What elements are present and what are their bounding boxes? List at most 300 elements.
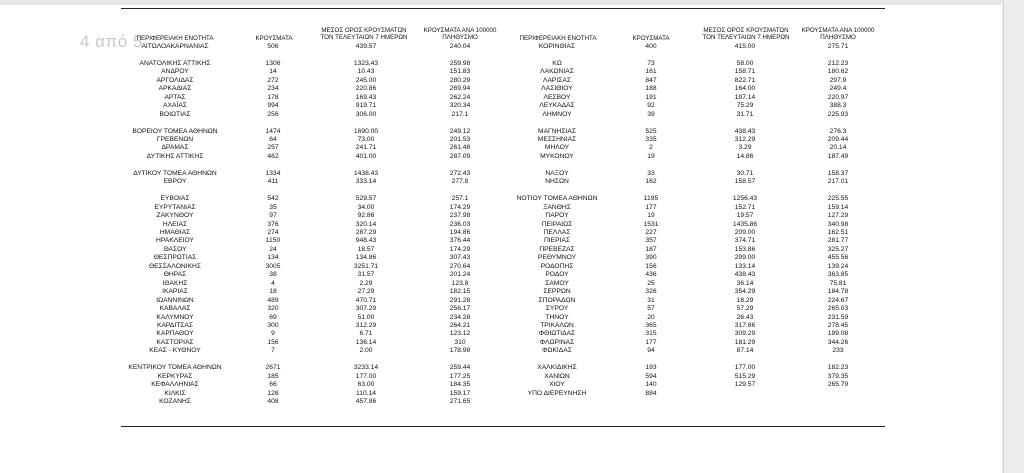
left-avg7-cell: 136.14: [355, 338, 377, 346]
left-cases-cell: 1306: [265, 59, 281, 67]
right-avg7-cell: 438.43: [734, 271, 756, 279]
left-cases-cell: 156: [267, 338, 279, 346]
left-cases-cell: 7: [271, 347, 275, 355]
right-cases-cell: 847: [645, 76, 657, 84]
left-per100k-cell: 291.28: [449, 296, 471, 304]
right-cases-cell: 2: [649, 144, 653, 152]
left-avg7-cell: 73.00: [357, 136, 375, 143]
left-per100k-cell: 259.98: [449, 59, 471, 67]
right-avg7-cell: 415.00: [734, 43, 756, 50]
right-cases-cell: 193: [645, 364, 657, 372]
right-avg7-cell: 181.29: [734, 338, 756, 346]
left-cases-cell: 408: [267, 398, 279, 406]
left-region-cell: ΘΕΣΠΡΩΤΙΑΣ: [153, 254, 197, 262]
left-cases-cell: 185: [267, 372, 279, 380]
left-avg7-cell: 10.43: [357, 68, 375, 76]
right-cases-cell: 1531: [643, 220, 659, 228]
left-cases-cell: 4: [271, 279, 275, 287]
viewer-top-strip: [0, 0, 1024, 5]
right-avg7-cell: 19.57: [736, 212, 754, 220]
left-cases-cell: 14: [269, 68, 277, 76]
left-avg7-cell: 27.29: [357, 288, 375, 296]
left-region-cell: ΚΑΣΤΟΡΙΑΣ: [156, 338, 194, 346]
right-cases-cell: 31: [647, 296, 655, 304]
right-per100k-cell: 363.85: [827, 271, 849, 279]
left-avg7-cell: 34.00: [357, 203, 375, 211]
right-per100k-cell: 379.35: [827, 372, 849, 380]
left-cases-cell: 2671: [265, 364, 281, 372]
left-region-cell: ΘΑΣΟΥ: [163, 245, 187, 253]
right-avg7-cell: 3.29: [738, 144, 752, 152]
left-per100k-cell: 177.25: [449, 372, 471, 380]
right-avg7-cell: 197.14: [734, 93, 756, 101]
right-cases-cell: 25: [647, 279, 655, 287]
left-per100k-cell: 234.28: [449, 313, 471, 321]
left-per100k-cell: 123.8: [451, 279, 469, 287]
left-cases-cell: 97: [269, 212, 277, 220]
right-region-cell: ΦΛΩΡΙΝΑΣ: [539, 338, 575, 346]
right-cases-cell: 326: [645, 288, 657, 296]
left-cases-cell: 9: [271, 330, 275, 338]
right-per100k-cell: 278.45: [827, 322, 849, 329]
left-avg7-cell: 470.71: [355, 296, 377, 304]
left-region-cell: ΔΡΑΜΑΣ: [161, 144, 189, 152]
right-per100k-cell: 265.79: [827, 381, 849, 389]
right-region-cell: ΠΕΛΛΑΣ: [543, 229, 571, 236]
left-region-cell: ΔΥΤΙΚΟΥ ΤΟΜΕΑ ΑΘΗΝΩΝ: [133, 169, 217, 177]
right-region-cell: ΦΩΚΙΔΑΣ: [542, 347, 572, 355]
right-per100k-cell: 158.37: [827, 169, 849, 177]
left-cases-cell: 256: [267, 110, 279, 118]
left-per100k-cell: 259.44: [449, 364, 471, 372]
right-region-cell: ΧΑΝΙΩΝ: [544, 372, 570, 380]
left-region-cell: ΒΟΙΩΤΙΑΣ: [159, 110, 191, 118]
right-per100k-cell: 180.62: [827, 68, 849, 76]
left-avg7-cell: 439.57: [355, 43, 377, 50]
right-region-cell: ΞΑΝΘΗΣ: [543, 203, 571, 211]
left-region-cell: ΚΑΒΑΛΑΣ: [159, 305, 191, 313]
right-avg7-cell: 354.29: [734, 288, 756, 296]
left-per100k-cell: 310: [454, 338, 466, 346]
left-avg7-cell: 948.43: [355, 237, 377, 245]
left-avg7-cell: 177.00: [355, 372, 377, 380]
right-region-cell: ΜΥΚΟΝΟΥ: [540, 152, 574, 160]
left-region-cell: ΚΑΡΔΙΤΣΑΣ: [156, 322, 194, 329]
left-per100k-cell: 376.44: [449, 237, 471, 245]
left-per100k-cell: 320.34: [449, 102, 471, 110]
page-indicator: 4 από 5: [80, 32, 143, 51]
left-avg7-cell: 333.14: [355, 178, 377, 186]
right-cases-cell: 19: [647, 152, 655, 160]
right-per100k-cell: 281.77: [827, 237, 849, 245]
right-region-cell: ΣΥΡΟΥ: [545, 305, 569, 313]
left-cases-cell: 542: [267, 195, 279, 203]
left-avg7-cell: 457.86: [355, 398, 377, 406]
right-avg7-cell: 158.57: [734, 178, 756, 186]
left-avg7-cell: 306.00: [355, 110, 377, 118]
left-region-cell: ΑΙΤΩΛΟΑΚΑΡΝΑΝΙΑΣ: [141, 43, 209, 50]
left-avg7-cell: 919.71: [355, 102, 377, 110]
right-region-cell: ΜΕΣΣΗΝΙΑΣ: [537, 136, 577, 143]
left-per100k-cell: 159.17: [449, 389, 471, 397]
left-cases-cell: 128: [267, 389, 279, 397]
left-avg7-cell: 312.29: [355, 322, 377, 329]
left-cases-cell: 506: [267, 43, 279, 50]
right-per100k-cell: 139.24: [827, 262, 849, 270]
right-region-cell: ΡΟΔΟΠΗΣ: [540, 262, 574, 270]
left-avg7-cell: 18.57: [357, 245, 375, 253]
left-cases-cell: 69: [269, 313, 277, 321]
left-cases-cell: 411: [267, 178, 279, 186]
left-avg7-cell: 529.57: [355, 195, 377, 203]
right-cases-cell: 390: [645, 254, 657, 262]
right-avg7-cell: 152.71: [734, 203, 756, 211]
right-per100k-cell: 276.3: [829, 127, 847, 135]
header-per100k-left: ΚΡΟΥΣΜΑΤΑ ΑΝΑ 100000 ΠΛΗΘΥΣΜΟ: [423, 27, 497, 42]
left-avg7-cell: 2.00: [359, 347, 373, 355]
left-avg7-cell: 3251.71: [353, 262, 379, 270]
right-avg7-cell: 309.29: [734, 330, 756, 338]
right-avg7-cell: 58.00: [736, 59, 754, 67]
left-region-cell: ΕΥΡΥΤΑΝΙΑΣ: [154, 203, 196, 211]
left-avg7-cell: 2.29: [359, 279, 373, 287]
left-cases-cell: 994: [267, 102, 279, 110]
right-per100k-cell: 297.9: [829, 76, 847, 84]
right-cases-cell: 365: [645, 322, 657, 329]
left-cases-cell: 376: [267, 220, 279, 228]
left-per100k-cell: 277.8: [451, 178, 469, 186]
left-cases-cell: 462: [267, 152, 279, 160]
right-region-cell: ΥΠΟ ΔΙΕΡΕΥΝΗΣΗ: [527, 389, 587, 397]
left-region-cell: ΑΝΔΡΟΥ: [161, 68, 189, 76]
left-region-cell: ΚΑΛΥΜΝΟΥ: [156, 313, 194, 321]
right-per100k-cell: 220.97: [827, 93, 849, 101]
left-cases-cell: 1474: [265, 127, 281, 135]
right-avg7-cell: 438.43: [734, 127, 756, 135]
right-avg7-cell: 26.43: [736, 313, 754, 321]
right-cases-cell: 92: [647, 102, 655, 110]
left-avg7-cell: 220.86: [355, 85, 377, 93]
left-per100k-cell: 287.09: [449, 152, 471, 160]
right-per100k-cell: 75.81: [829, 279, 847, 287]
left-avg7-cell: 245.00: [355, 76, 377, 84]
right-region-cell: ΠΑΡΟΥ: [545, 212, 569, 220]
right-region-cell: ΛΑΚΩΝΙΑΣ: [540, 68, 574, 76]
header-region-right: ΠΕΡΙΦΕΡΕΙΑΚΗ ΕΝΟΤΗΤΑ: [519, 35, 597, 42]
left-per100k-cell: 269.94: [449, 85, 471, 93]
left-region-cell: ΑΡΚΑΔΙΑΣ: [158, 85, 192, 93]
left-per100k-cell: 201.24: [449, 271, 471, 279]
right-region-cell: ΤΡΙΚΑΛΩΝ: [540, 322, 574, 329]
table-top-rule: [121, 8, 885, 9]
right-avg7-cell: 299.00: [734, 254, 756, 262]
left-per100k-cell: 270.64: [449, 262, 471, 270]
right-cases-cell: 1195: [643, 195, 659, 203]
left-region-cell: ΑΧΑΪΑΣ: [163, 102, 187, 110]
left-per100k-cell: 174.29: [449, 245, 471, 253]
left-region-cell: ΚΑΡΠΑΘΟΥ: [156, 330, 194, 338]
right-avg7-cell: 153.86: [734, 245, 756, 253]
right-cases-cell: 57: [647, 305, 655, 313]
left-avg7-cell: 287.29: [355, 229, 377, 236]
left-region-cell: ΙΩΑΝΝΙΝΩΝ: [156, 296, 194, 304]
left-per100k-cell: 182.15: [449, 288, 471, 296]
left-per100k-cell: 257.1: [451, 195, 469, 203]
header-per100k-right: ΚΡΟΥΣΜΑΤΑ ΑΝΑ 100000 ΠΛΗΘΥΣΜΟ: [801, 27, 875, 42]
left-avg7-cell: 134.86: [355, 254, 377, 262]
right-region-cell: ΧΑΛΚΙΔΙΚΗΣ: [537, 364, 577, 372]
right-per100k-cell: 184.78: [827, 288, 849, 296]
right-per100k-cell: 265.03: [827, 305, 849, 313]
right-region-cell: ΠΕΙΡΑΙΩΣ: [541, 220, 573, 228]
right-per100k-cell: 325.27: [827, 245, 849, 253]
right-cases-cell: 33: [647, 169, 655, 177]
right-region-cell: ΠΡΕΒΕΖΑΣ: [539, 245, 575, 253]
left-avg7-cell: 110.14: [356, 389, 376, 397]
right-per100k-cell: 340.98: [827, 220, 849, 228]
right-region-cell: ΚΟΡΙΝΘΙΑΣ: [538, 43, 576, 50]
right-per100k-cell: 388.3: [829, 102, 847, 110]
right-per100k-cell: 162.51: [827, 229, 849, 236]
left-region-cell: ΚΕΝΤΡΙΚΟΥ ΤΟΜΕΑ ΑΘΗΝΩΝ: [128, 364, 222, 372]
right-per100k-cell: 159.14: [827, 203, 849, 211]
left-per100k-cell: 123.12: [449, 330, 471, 338]
right-region-cell: ΠΙΕΡΙΑΣ: [543, 237, 571, 245]
right-region-cell: ΡΕΘΥΜΝΟΥ: [537, 254, 577, 262]
left-cases-cell: 257: [267, 144, 279, 152]
left-per100k-cell: 184.35: [449, 381, 471, 389]
left-avg7-cell: 401.00: [355, 152, 377, 160]
right-cases-cell: 436: [645, 271, 657, 279]
left-region-cell: ΔΥΤΙΚΗΣ ΑΤΤΙΚΗΣ: [146, 152, 204, 160]
right-region-cell: ΝΑΞΟΥ: [545, 169, 569, 177]
left-per100k-cell: 237.98: [449, 212, 471, 220]
right-per100k-cell: 249.4: [829, 85, 847, 93]
left-avg7-cell: 92.86: [357, 212, 375, 220]
right-avg7-cell: 57.29: [736, 305, 754, 313]
right-avg7-cell: 177.00: [734, 364, 756, 372]
right-cases-cell: 19: [647, 212, 655, 220]
header-avg7-right: ΜΕΣΟΣ ΟΡΟΣ ΚΡΟΥΣΜΑΤΩΝ ΤΟΝ ΤΕΛΕΥΤΑΙΩΝ 7 ΗΜΕΡΩΝ: [702, 27, 790, 42]
left-cases-cell: 274: [267, 229, 279, 236]
left-region-cell: ΘΕΣΣΑΛΟΝΙΚΗΣ: [148, 262, 202, 270]
left-region-cell: ΒΟΡΕΙΟΥ ΤΟΜΕΑ ΑΘΗΝΩΝ: [132, 127, 218, 135]
left-cases-cell: 38: [269, 271, 277, 279]
right-avg7-cell: 36.14: [736, 279, 754, 287]
right-cases-cell: 594: [645, 372, 657, 380]
left-avg7-cell: 1690.00: [353, 127, 379, 135]
left-cases-cell: 234: [267, 85, 279, 93]
left-region-cell: ΘΗΡΑΣ: [163, 271, 187, 279]
viewer-edge-line: [1003, 0, 1004, 473]
left-avg7-cell: 63.00: [357, 381, 375, 389]
left-per100k-cell: 236.03: [449, 220, 471, 228]
right-avg7-cell: 129.57: [734, 381, 756, 389]
left-per100k-cell: 249.12: [449, 127, 471, 135]
right-cases-cell: 177: [645, 338, 657, 346]
right-region-cell: ΜΗΛΟΥ: [544, 144, 570, 152]
right-per100k-cell: 225.93: [827, 110, 849, 118]
left-region-cell: ΗΛΕΙΑΣ: [162, 220, 188, 228]
left-region-cell: ΓΡΕΒΕΝΩΝ: [156, 136, 194, 143]
left-cases-cell: 35: [269, 203, 277, 211]
right-cases-cell: 156: [645, 262, 657, 270]
left-cases-cell: 300: [267, 322, 279, 329]
header-cases-right: ΚΡΟΥΣΜΑΤΑ: [632, 35, 670, 42]
right-cases-cell: 161: [645, 68, 657, 76]
right-avg7-cell: 312.29: [734, 136, 756, 143]
right-avg7-cell: 133.14: [734, 262, 756, 270]
right-per100k-cell: 455.56: [827, 254, 849, 262]
left-region-cell: ΑΡΤΑΣ: [164, 93, 186, 101]
right-per100k-cell: 275.71: [827, 43, 849, 50]
left-cases-cell: 3005: [265, 262, 281, 270]
right-per100k-cell: 20.14: [829, 144, 847, 152]
right-avg7-cell: 18.29: [736, 296, 754, 304]
right-avg7-cell: 75.29: [736, 102, 754, 110]
header-region-left: ΠΕΡΙΦΕΡΕΙΑΚΗ ΕΝΟΤΗΤΑ: [136, 35, 214, 42]
right-region-cell: ΣΑΜΟΥ: [545, 279, 569, 287]
right-cases-cell: 884: [645, 389, 657, 397]
right-avg7-cell: 87.14: [736, 347, 754, 355]
left-per100k-cell: 264.21: [449, 322, 471, 329]
left-per100k-cell: 256.17: [449, 305, 471, 313]
left-region-cell: ΚΕΑΣ - ΚΥΘΝΟΥ: [149, 347, 201, 355]
right-region-cell: ΛΑΡΙΣΑΣ: [543, 76, 571, 84]
left-cases-cell: 1150: [265, 237, 281, 245]
right-cases-cell: 227: [645, 229, 657, 236]
right-region-cell: ΝΟΤΙΟΥ ΤΟΜΕΑ ΑΘΗΝΩΝ: [516, 195, 598, 203]
header-avg7-left: ΜΕΣΟΣ ΟΡΟΣ ΚΡΟΥΣΜΑΤΩΝ ΤΟΝ ΤΕΛΕΥΤΑΙΩΝ 7 ΗΜΕΡΩΝ: [320, 27, 408, 42]
header-cases-left: ΚΡΟΥΣΜΑΤΑ: [255, 35, 293, 42]
left-avg7-cell: 1323.43: [353, 59, 379, 67]
right-avg7-cell: 30.71: [736, 169, 754, 177]
table-bottom-rule: [121, 426, 885, 427]
right-region-cell: ΦΘΙΩΤΙΔΑΣ: [538, 330, 576, 338]
right-avg7-cell: 209.00: [734, 229, 756, 236]
right-cases-cell: 94: [647, 347, 655, 355]
right-cases-cell: 188: [645, 85, 657, 93]
left-cases-cell: 489: [267, 296, 279, 304]
right-region-cell: ΛΑΣΙΘΙΟΥ: [541, 85, 573, 93]
left-region-cell: ΚΕΡΚΥΡΑΣ: [157, 372, 193, 380]
right-avg7-cell: 822.71: [734, 76, 756, 84]
right-region-cell: ΣΕΡΡΩΝ: [543, 288, 571, 296]
right-cases-cell: 400: [645, 43, 657, 50]
right-region-cell: ΡΟΔΟΥ: [545, 271, 569, 279]
left-region-cell: ΗΡΑΚΛΕΙΟΥ: [156, 237, 194, 245]
left-per100k-cell: 240.04: [449, 43, 471, 50]
left-region-cell: ΚΕΦΑΛΛΗΝΙΑΣ: [151, 381, 199, 389]
left-avg7-cell: 169.43: [355, 93, 377, 101]
left-per100k-cell: 280.29: [449, 76, 471, 84]
right-region-cell: ΚΩ: [552, 59, 562, 67]
left-per100k-cell: 194.86: [449, 229, 471, 236]
right-per100k-cell: 217.01: [827, 178, 849, 186]
left-region-cell: ΙΚΑΡΙΑΣ: [162, 288, 188, 296]
right-avg7-cell: 1435.86: [732, 220, 758, 228]
left-cases-cell: 18: [269, 288, 277, 296]
right-per100k-cell: 225.55: [827, 195, 849, 203]
left-per100k-cell: 201.53: [449, 136, 471, 143]
right-cases-cell: 140: [645, 381, 657, 389]
left-cases-cell: 24: [269, 245, 277, 253]
right-per100k-cell: 127.29: [827, 212, 849, 220]
left-per100k-cell: 174.29: [449, 203, 471, 211]
right-cases-cell: 525: [645, 127, 657, 135]
left-avg7-cell: 307.29: [355, 305, 377, 313]
right-region-cell: ΛΕΣΒΟΥ: [543, 93, 571, 101]
left-cases-cell: 64: [269, 136, 277, 143]
right-avg7-cell: 515.29: [734, 372, 756, 380]
right-per100k-cell: 199.08: [827, 330, 849, 338]
right-cases-cell: 187: [645, 245, 657, 253]
right-per100k-cell: 233: [832, 347, 844, 355]
right-avg7-cell: 31.71: [736, 110, 754, 118]
left-per100k-cell: 151.83: [449, 68, 471, 76]
left-per100k-cell: 271.65: [449, 398, 471, 406]
left-avg7-cell: 320.14: [355, 220, 377, 228]
left-cases-cell: 66: [269, 381, 277, 389]
left-cases-cell: 320: [267, 305, 279, 313]
left-avg7-cell: 3233.14: [353, 364, 379, 372]
right-avg7-cell: 164.00: [734, 85, 756, 93]
right-cases-cell: 315: [645, 330, 657, 338]
right-avg7-cell: 1256.43: [732, 195, 758, 203]
left-region-cell: ΚΟΖΑΝΗΣ: [159, 398, 191, 406]
left-cases-cell: 178: [267, 93, 279, 101]
right-region-cell: ΧΙΟΥ: [549, 381, 565, 389]
right-per100k-cell: 182.23: [827, 364, 849, 372]
left-region-cell: ΖΑΚΥΝΘΟΥ: [156, 212, 194, 220]
left-avg7-cell: 241.71: [355, 144, 377, 152]
left-cases-cell: 272: [267, 76, 279, 84]
right-region-cell: ΤΗΝΟΥ: [545, 313, 569, 321]
left-per100k-cell: 262.24: [449, 93, 471, 101]
right-region-cell: ΣΠΟΡΑΔΩΝ: [538, 296, 576, 304]
left-region-cell: ΕΥΒΟΙΑΣ: [160, 195, 190, 203]
right-per100k-cell: 224.67: [827, 296, 849, 304]
right-region-cell: ΛΗΜΝΟΥ: [542, 110, 572, 118]
right-avg7-cell: 158.71: [734, 68, 756, 76]
right-cases-cell: 39: [647, 110, 655, 118]
right-cases-cell: 191: [645, 93, 657, 101]
left-region-cell: ΚΙΛΚΙΣ: [164, 389, 186, 397]
left-region-cell: ΑΡΓΟΛΙΔΑΣ: [156, 76, 194, 84]
left-region-cell: ΑΝΑΤΟΛΙΚΗΣ ΑΤΤΙΚΗΣ: [139, 59, 211, 67]
left-cases-cell: 1334: [265, 169, 281, 177]
left-per100k-cell: 217.1: [451, 110, 469, 118]
right-region-cell: ΝΗΣΩΝ: [545, 178, 569, 186]
right-region-cell: ΛΕΥΚΑΔΑΣ: [539, 102, 575, 110]
right-per100k-cell: 231.59: [827, 313, 849, 321]
left-avg7-cell: 6.71: [359, 330, 373, 338]
right-cases-cell: 162: [645, 178, 657, 186]
left-region-cell: ΕΒΡΟΥ: [163, 178, 187, 186]
right-per100k-cell: 344.26: [827, 338, 849, 346]
right-avg7-cell: 317.86: [734, 322, 756, 329]
right-per100k-cell: 209.44: [827, 136, 849, 143]
right-per100k-cell: 187.49: [827, 152, 849, 160]
right-cases-cell: 73: [647, 59, 655, 67]
left-per100k-cell: 307.43: [449, 254, 471, 262]
right-per100k-cell: 212.23: [827, 59, 849, 67]
left-avg7-cell: 31.57: [357, 271, 375, 279]
left-per100k-cell: 261.48: [449, 144, 471, 152]
left-avg7-cell: 1438.43: [353, 169, 379, 177]
viewer-scrollbar-track[interactable]: [1002, 0, 1024, 473]
left-per100k-cell: 178.98: [449, 347, 471, 355]
